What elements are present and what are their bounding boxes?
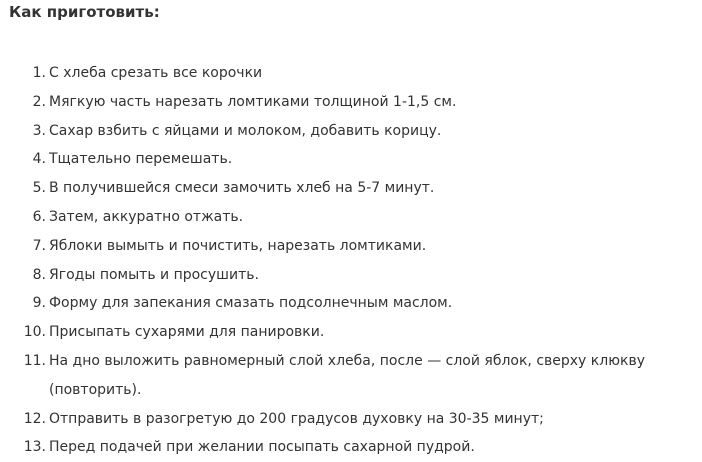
step-number: 12.	[23, 410, 46, 427]
step-text: Форму для запекания смазать подсолнечным маслом.	[49, 295, 453, 312]
step-text: На дно выложить равномерный слой хлеба, после — слой яблок, сверху клюкву (повторить).	[49, 352, 645, 398]
step-text: Сахар взбить с яйцами и молоком, добавить корицу.	[49, 122, 442, 139]
step-number: 13.	[23, 439, 46, 456]
list-item	[0, 289, 702, 318]
step-text: Тщательно перемешать.	[49, 151, 233, 168]
step-number: 2.	[32, 93, 46, 110]
list-item	[0, 347, 702, 405]
step-number: 1.	[32, 65, 46, 81]
step-text: Перед подачей при желании посыпать сахарной пудрой.	[49, 439, 475, 456]
step-text: Отправить в разогретую до 200 градусов духовку на 30-35 минут;	[49, 410, 544, 427]
step-number: 8.	[32, 266, 46, 283]
step-number: 11.	[23, 352, 46, 369]
list-item	[0, 405, 702, 434]
step-number: 3.	[32, 122, 46, 139]
list-item	[0, 318, 702, 347]
step-text: Мягкую часть нарезать ломтиками толщиной 1-1,5 см.	[49, 93, 457, 110]
step-number: 9.	[32, 295, 46, 312]
step-number: 7.	[32, 237, 46, 254]
step-text: С хлеба срезать все корочки	[49, 65, 263, 81]
step-text: В получившейся смеси замочить хлеб на 5-7 минут.	[49, 180, 435, 197]
list-item	[0, 88, 702, 117]
list-item	[0, 203, 702, 232]
list-item	[0, 433, 702, 462]
section-heading: Как приготовить:	[9, 3, 160, 21]
list-item	[0, 174, 702, 203]
list-item	[0, 59, 702, 88]
step-text: Присыпать сухарями для панировки.	[49, 324, 325, 341]
step-number: 5.	[32, 180, 46, 197]
list-item	[0, 232, 702, 261]
step-number: 6.	[32, 208, 46, 225]
list-item	[0, 117, 702, 146]
step-text: Яблоки вымыть и почистить, нарезать ломтиками.	[49, 237, 427, 254]
step-number: 10.	[23, 324, 46, 341]
step-text: Ягоды помыть и просушить.	[49, 266, 259, 283]
list-item	[0, 145, 702, 174]
recipe-steps-list	[0, 59, 702, 462]
step-text: Затем, аккуратно отжать.	[49, 208, 244, 225]
list-item	[0, 261, 702, 290]
step-number: 4.	[32, 151, 46, 168]
